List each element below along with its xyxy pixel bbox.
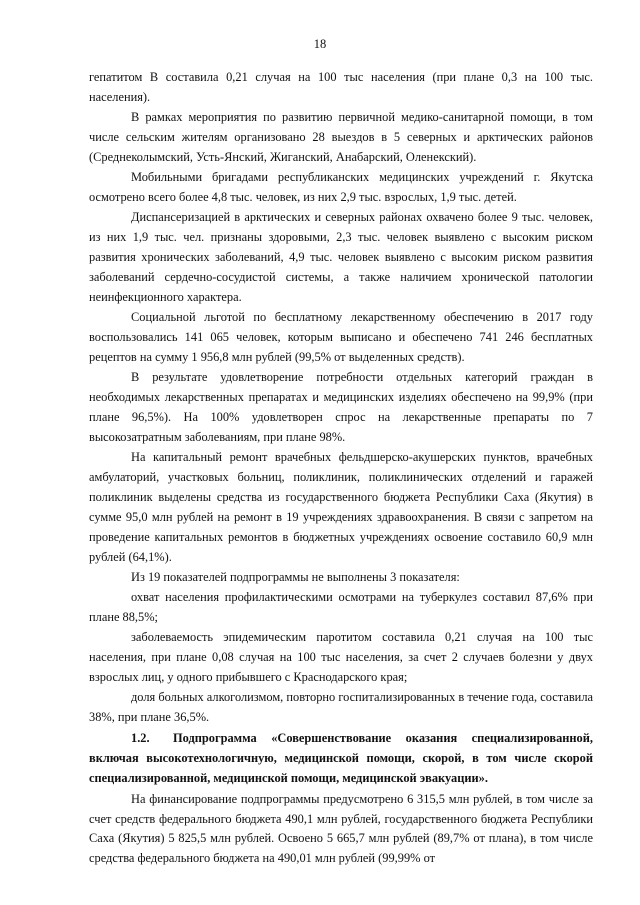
paragraph: В рамках мероприятия по развитию первичной медико-санитарной помощи, в том числе сельским жителям организовано 28 выездов в 5 северных и арктических районов (Среднеколымский, Усть-Янский, Жиганский, Анабарский, Оленекский). [89,110,593,164]
section-number: 1.2. [131,730,150,745]
paragraph: Мобильными бригадами республиканских медицинских учреждений г. Якутска осмотрено всего более 4,8 тыс. человек, из них 2,9 тыс. взрослых, 1,9 тыс. детей. [89,170,593,205]
list-item: заболеваемость эпидемическим паротитом составила 0,21 случая на 100 тыс населения, при плане 0,08 случая на 100 тыс населения, за счет 2 случаев болезни у двух взрослых лиц, у одного прибывшего с Краснодарского края; [89,630,593,684]
document-body [89,68,593,870]
paragraph: На капитальный ремонт врачебных фельдшерско-акушерских пунктов, врачебных амбулаторий, участковых больниц, поликлиник, поликлинических отделений и гаражей поликлиник выделены средства из государственного бюджета Республики Саха (Якутия) в сумме 95,0 млн рублей на ремонт в 19 учреждениях здравоохранения. В связи с запретом на проведение капитальных ремонтов в бюджетных учреждениях освоение составило 60,9 млн рублей (64,1%). [89,450,593,564]
paragraph: гепатитом В составила 0,21 случая на 100 тыс населения (при плане 0,3 на 100 тыс. населения). [89,70,593,104]
list-item: охват населения профилактическими осмотрами на туберкулез составил 87,6% при плане 88,5%; [89,589,593,624]
paragraph: Социальной льготой по бесплатному лекарственному обеспечению в 2017 году воспользовались 141 065 человек, которым выписано и обеспечено 741 246 бесплатных рецептов на сумму 1 956,8 млн рублей (99,5% от выделенных средств). [89,310,593,364]
paragraph: Из 19 показателей подпрограммы не выполнены 3 показателя: [131,569,460,584]
section-title: Подпрограмма «Совершенствование оказания специализированной, включая высокотехнологичную, медицинской помощи, скорой, в том числе скорой специализированной, медицинской помощи, медицинской эвакуации». [89,730,593,785]
paragraph: На финансирование подпрограммы предусмотрено 6 315,5 млн рублей, в том числе за счет средств федерального бюджета 490,1 млн рублей, государственного бюджета Республики Саха (Якутия) 5 825,5 млн рублей. Освоено 5 665,7 млн рублей (89,7% от плана), в том числе средства федерального бюджета на 490,01 млн рублей (99,99% от [89,791,593,866]
paragraph: Диспансеризацией в арктических и северных районах охвачено более 9 тыс. человек, из них 1,9 тыс. чел. признаны здоровыми, 2,3 тыс. человек выявлено с высоким риском развития хронических заболеваний, 4,9 тыс. человек выявлено с высоким риском развития заболеваний сердечно-сосудистой системы, а также наличием хронической патологии неинфекционного характера. [89,210,593,304]
list-item: доля больных алкоголизмом, повторно госпитализированных в течение года, составила 38%, при плане 36,5%. [89,690,593,724]
page-number: 18 [313,37,327,51]
section-heading [89,729,593,789]
paragraph: В результате удовлетворение потребности отдельных категорий граждан в необходимых лекарственных препаратах и медицинских изделиях обеспечено на 99,9% (при плане 96,5%). На 100% удовлетворен спрос на лекарственные препараты по 7 высокозатратным заболеваниям, при плане 98%. [89,370,593,444]
